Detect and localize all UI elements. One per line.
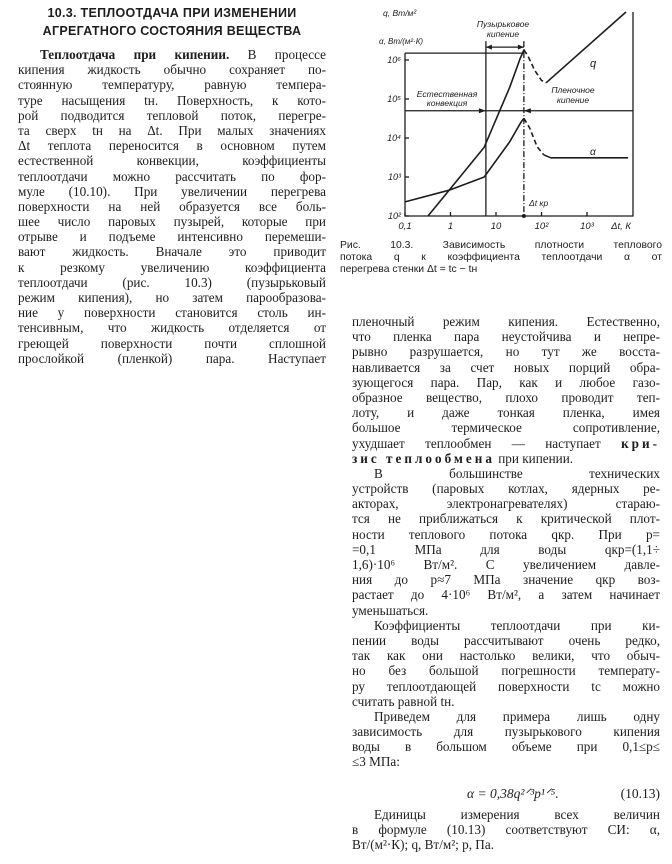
text-line: Единицы измерения всех величин [374, 807, 660, 822]
series-label-q: q [590, 58, 597, 70]
text-line: В большинстве технических [374, 465, 660, 481]
text-line: 1,6)·10⁶ Вт/м². С увеличением давле- [352, 557, 660, 572]
text-line: шее число паровых пузырей, которые при [18, 214, 326, 230]
text-line: кипения жидкость обычно сохраняет по- [18, 62, 326, 78]
text-line: но без большой погрешности температу- [352, 663, 660, 679]
text-line: отрыве и подъеме интенсивно перемеши- [18, 229, 326, 245]
region-label: конвекция [426, 98, 468, 108]
text-line: так как они настолько велики, что обыч- [352, 648, 660, 664]
region-label: Пузырьковое [476, 19, 530, 29]
formula-expression: α = 0,38q²ᐟ³p¹ᐟ⁵. [467, 786, 559, 801]
equation-10-13 [352, 786, 660, 802]
text-line: стоянную температуру, равную темпера- [18, 77, 326, 93]
text-line: режим кипения), но затем парообразова- [18, 290, 326, 305]
right-column-text-end [352, 807, 660, 853]
series-alpha-dashed [524, 118, 544, 155]
text-line: устройств (паровых котлах, ядерных ре- [352, 481, 660, 497]
text-line: зависимость для пузырькового кипения [352, 724, 660, 740]
text-line: ности теплового потока qкр. При p= [352, 526, 660, 542]
x-tick-label: 10³ [580, 221, 594, 232]
x-tick-label: 1 [447, 221, 454, 232]
text-line: естественной конвекции, коэффициенты [18, 153, 326, 169]
text-line: ния до p≈7 МПа значение qкр воз- [352, 572, 660, 588]
critical-point-marker [522, 214, 526, 218]
text-line: перегрева стенки Δt = tс − tн [340, 263, 478, 275]
region-label: кипение [556, 95, 590, 105]
text-line: вают жидкость. Вначале это приводит [18, 244, 326, 260]
text-line: к резкому увеличению коэффициента [18, 259, 326, 275]
paragraph-heading: Теплоотдача при кипении. [40, 47, 230, 62]
region-label: кипение [486, 29, 520, 39]
section-title-line-2: АГРЕГАТНОГО СОСТОЯНИЯ ВЕЩЕСТВА [42, 24, 302, 38]
text-line: большое термическое сопротивление, [352, 420, 660, 436]
text-fragment: В процессе [229, 47, 326, 62]
y-tick-label: 10³ [387, 172, 401, 182]
text-line: растает до 4·10⁶ Вт/м², а затем начинает [352, 587, 660, 603]
text-line: прослойкой (пленкой) пара. Наступает [18, 350, 326, 366]
text-line: образное вещество, плохо проводит теп- [352, 389, 660, 405]
y-axis-label-q: q, Вт/м² [383, 8, 417, 18]
text-line: пении воды рассчитывают очень редко, [352, 632, 660, 648]
term-fragment: зис теплообмена [352, 450, 495, 466]
text-line: =0,1 МПа для воды qкр=(1,1÷ [352, 541, 660, 557]
text-line: потока q к коэффициента теплоотдачи α от [340, 251, 662, 263]
text-line: воды в большом объеме при 0,1≤p≤ [352, 739, 660, 755]
series-label-alpha: α [590, 147, 596, 158]
text-line: акторах, электронагревателях) стараю- [352, 496, 660, 512]
text-line: Вт/(м²·К); q, Вт/м²; p, Па. [352, 837, 494, 853]
text-line: ние у поверхности становится столь ин- [18, 305, 326, 321]
x-tick-label: 10 [490, 221, 502, 232]
y-tick-label: 10⁴ [387, 133, 401, 143]
y-tick-label: 10⁶ [387, 55, 401, 65]
series-q-solid [546, 12, 626, 83]
text-line: поверхности на ней образуется все боль- [18, 198, 326, 214]
text-line: лоту, и даже тонкая пленка, имея [352, 405, 660, 421]
text-line: пленочный режим кипения. Естественно, [352, 314, 660, 329]
y-axis-label-alpha: α, Вт/(м²·К) [379, 37, 424, 46]
series-alpha-solid [405, 118, 524, 202]
boiling-curve-chart [0, 0, 672, 240]
critical-dt-label: Δt кр [529, 198, 549, 208]
text-line: Δt теплота переносится в основном путем [18, 138, 326, 154]
text-line: ру теплоотдающей поверхности tс можно [352, 678, 660, 694]
text-line: что пленка пара неустойчива и непре- [352, 329, 660, 345]
y-tick-label: 10² [387, 211, 401, 221]
text-line: та сверх tн на Δt. При малых значениях [18, 122, 326, 138]
text-fragment: ухудшает теплообмен — наступает [352, 435, 601, 451]
text-line: теплоотдачи (рис. 10.3) (пузырьковый [18, 274, 326, 290]
series-q-solid [428, 50, 524, 216]
region-label: Естественная [416, 89, 478, 99]
text-line: муле (10.10). При увеличении перегрева [18, 183, 326, 199]
text-line: рывно разрушается, но тут же восста- [352, 344, 660, 360]
term-fragment: кри- [621, 435, 660, 451]
text-line: греющей поверхности почти сплошной [18, 335, 326, 351]
text-line: тся не приближаться к критической плот- [352, 511, 660, 527]
right-column-text [352, 314, 660, 770]
figure-caption [340, 240, 662, 275]
text-line: Коэффициенты теплоотдачи при ки- [374, 617, 660, 633]
series-q-dashed [524, 50, 546, 83]
text-line: туре насыщения tн. Поверхность, к кото- [18, 92, 326, 108]
axes-frame [405, 12, 633, 216]
region-label: Пленочное [551, 85, 595, 95]
text-line: теплоотдачи можно рассчитать по фор- [18, 168, 326, 184]
text-line: ≤3 МПа: [352, 754, 400, 770]
section-title-line-1: 10.3. ТЕПЛООТДАЧА ПРИ ИЗМЕНЕНИИ [47, 6, 297, 20]
y-tick-label: 10⁵ [387, 94, 401, 104]
text-line [352, 436, 660, 451]
text-line: зующегося пара. Пар, как и любое газо- [352, 374, 660, 390]
text-line: уменьшаться. [352, 602, 429, 618]
text-line: навливается за счет новых порций обра- [352, 359, 660, 375]
x-tick-label: 0,1 [398, 221, 412, 232]
text-line: рой подводится тепловой поток, перегре- [18, 107, 326, 123]
text-fragment: при кипении. [494, 450, 574, 466]
text-line: Рис. 10.3. Зависимость плотности теплового [340, 240, 662, 251]
text-line: в формуле (10.13) соответствуют СИ: α, [352, 822, 660, 838]
x-tick-label: 10² [534, 221, 549, 232]
text-line: тенсивным, что жидкость отделяется от [18, 320, 326, 336]
text-line: Приведем для примера лишь одну [374, 708, 660, 724]
series-alpha-solid [544, 155, 628, 158]
text-line [352, 451, 660, 466]
text-line: считать равной tн. [352, 693, 455, 709]
x-axis-label: Δt, К [611, 221, 631, 232]
formula-number: (10.13) [620, 786, 660, 801]
